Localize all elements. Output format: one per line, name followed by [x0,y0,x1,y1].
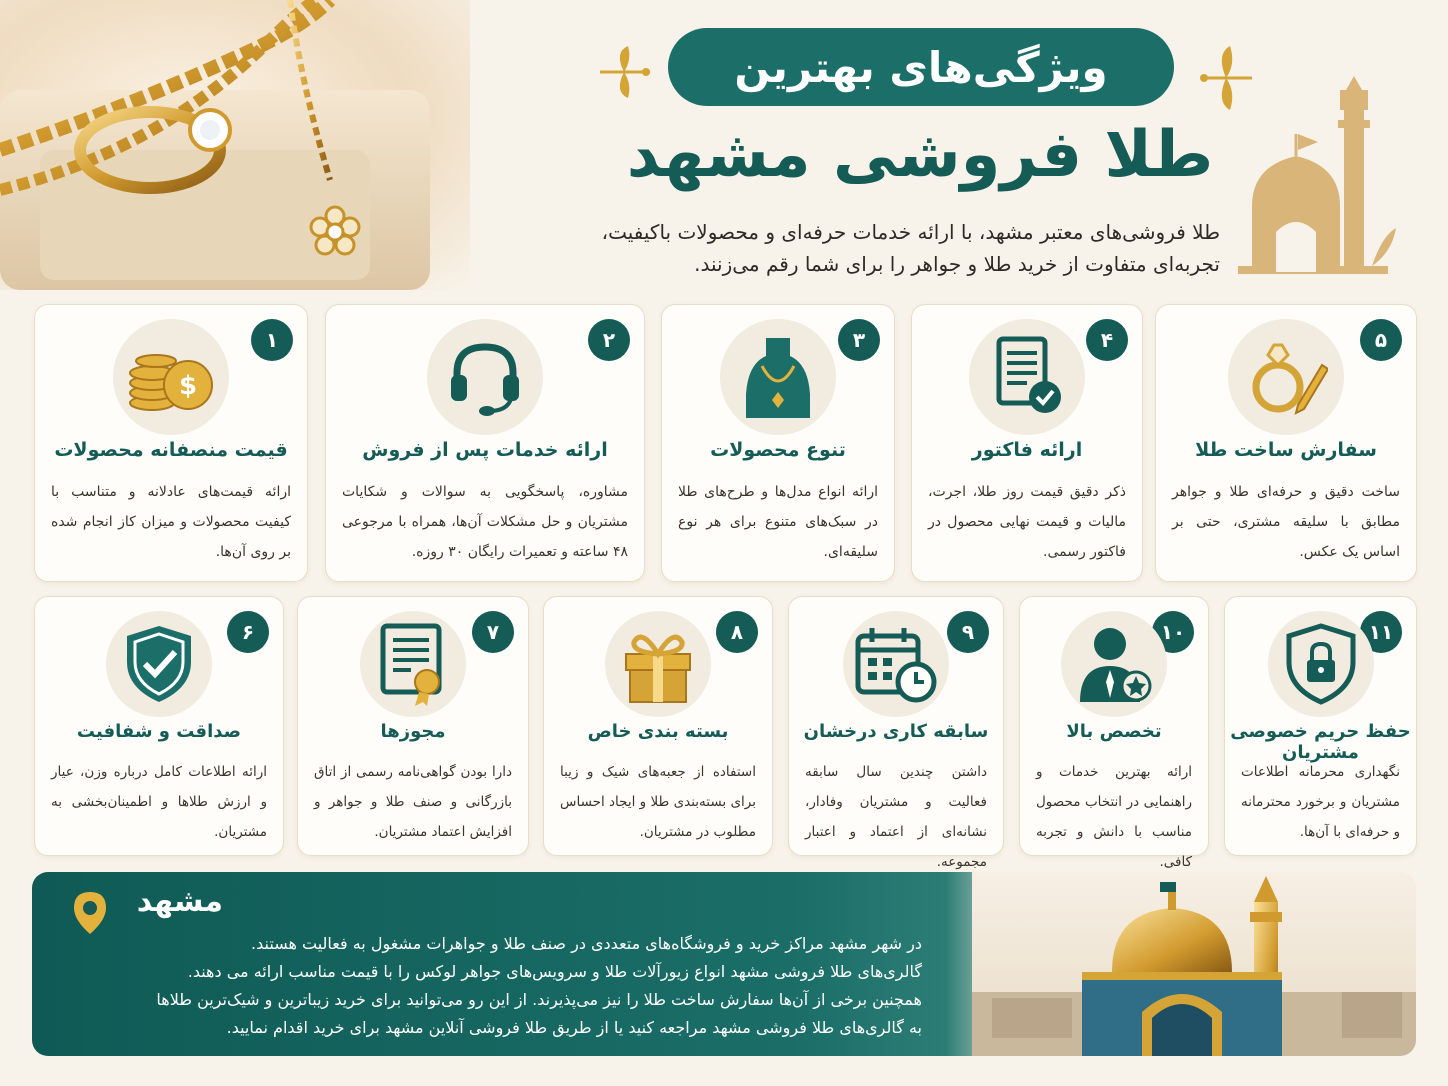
feature-number: ۴ [1086,319,1128,361]
feature-number: ۱ [251,319,293,361]
intro-line-1: طلا فروشی‌های معتبر مشهد، با ارائه خدمات حرفه‌ای و محصولات باکیفیت، [601,220,1220,244]
certificate-icon [375,622,451,706]
shrine-photo [932,872,1416,1056]
feature-icon-wrap [720,319,836,435]
headset-icon [445,337,525,417]
feature-description: ارائه بهترین خدمات و راهنمایی در انتخاب محصول مناسب با دانش و تجربه کافی. [1036,764,1192,870]
necklace-bust-icon [738,334,818,420]
feature-description: ارائه قیمت‌های عادلانه و متناسب با کیفیت محصولات و میزان کاز انجام شده بر روی آن‌ها. [51,484,291,560]
ring-necklace-illustration [0,0,470,290]
feature-card-2 [325,304,645,582]
feature-icon-wrap [360,611,466,717]
feature-icon-wrap [106,611,212,717]
feature-card-5 [1155,304,1417,582]
shrine-silhouette-icon [1232,76,1402,276]
feature-description: استفاده از جعبه‌های شیک و زیبا برای بسته‌بندی طلا و ایجاد احساس مطلوب در مشتریان. [560,764,756,840]
feature-number: ۳ [838,319,880,361]
feature-card-11 [1224,596,1417,856]
footer-line-1: در شهر مشهد مراکز خرید و فروشگاه‌های متعددی در صنف طلا و جواهرات مشغول به فعالیت هستند. [251,934,922,953]
feature-card-7 [297,596,529,856]
expert-user-icon [1076,624,1152,704]
feature-card-1 [34,304,308,582]
feature-description: نگهداری محرمانه اطلاعات مشتریان و برخورد محترمانه و حرفه‌ای با آن‌ها. [1241,764,1400,840]
feature-number: ۸ [716,611,758,653]
feature-title: قیمت منصفانه محصولات [54,439,288,461]
feature-number: ۱۱ [1360,611,1402,653]
title-line1: ویژگی‌های بهترین [734,42,1108,92]
mashhad-info-banner [32,872,1416,1056]
feature-title: حفظ حریم خصوصی مشتریان [1230,721,1411,763]
feature-description: ساخت دقیق و حرفه‌ای طلا و جواهر مطابق با سلیقه مشتری، حتی بر اساس یک عکس. [1172,484,1400,560]
feature-title: ارائه فاکتور [971,439,1083,461]
feature-icon-wrap [427,319,543,435]
hero-jewelry-photo [0,0,470,290]
feature-icon-wrap [969,319,1085,435]
feature-number: ۲ [588,319,630,361]
feature-description: ذکر دقیق قیمت روز طلا، اجرت، مالیات و قیمت نهایی محصول در فاکتور رسمی. [928,484,1126,560]
svg-text:$: $ [178,371,198,401]
shield-lock-icon [1283,622,1359,706]
feature-title: صداقت و شفافیت [76,721,242,742]
feature-card-8 [543,596,773,856]
footer-line-4: به گالری‌های طلا فروشی مشهد مراجعه کنید یا از طریق طلا فروشی آنلاین مشهد برای خرید اقدام نمایید. [226,1018,922,1037]
invoice-check-icon [987,335,1067,419]
feature-description: ارائه اطلاعات کامل درباره وزن، عیار و ارزش طلاها و اطمینان‌بخشی به مشتریان. [51,764,267,840]
feature-number: ۱۰ [1152,611,1194,653]
gift-box-icon [618,622,698,706]
feature-icon-wrap [605,611,711,717]
feature-number: ۶ [227,611,269,653]
feature-description: داشتن چندین سال سابقه فعالیت و مشتریان وفادار، نشانه‌ای از اعتماد و اعتبار مجموعه. [805,764,987,870]
feature-description: دارا بودن گواهی‌نامه رسمی از اتاق بازرگانی و صنف طلا و جواهر و افزایش اعتماد مشتریان. [314,764,512,840]
feature-card-6 [34,596,284,856]
calendar-clock-icon [854,624,938,704]
feature-title: مجوزها [380,721,446,742]
feature-number: ۷ [472,611,514,653]
feature-description: مشاوره، پاسخگویی به سوالات و شکایات مشتریان و حل مشکلات آن‌ها، همراه با مرجوعی ۴۸ ساعته و تعمیرات رایگان ۳۰ روزه. [342,484,628,560]
feature-icon-wrap [113,319,229,435]
left-flourish-icon [594,44,656,100]
ring-pencil-icon [1244,335,1328,419]
feature-icon-wrap [1268,611,1374,717]
intro-text [520,216,1220,280]
shield-check-icon [121,622,197,706]
feature-title: تخصص بالا [1066,721,1162,742]
feature-icon-wrap [843,611,949,717]
feature-title: بسته بندی خاص [587,721,729,742]
title-pill [668,28,1174,106]
intro-line-2: تجربه‌ای متفاوت از خرید طلا و جواهر را برای شما رقم می‌زنند. [694,252,1220,276]
feature-description: ارائه انواع مدل‌ها و طرح‌های طلا در سبک‌های متنوع برای هر نوع سلیقه‌ای. [678,484,878,560]
feature-icon-wrap [1061,611,1167,717]
feature-number: ۵ [1360,319,1402,361]
footer-line-2: گالری‌های طلا فروشی مشهد انواع زیورآلات طلا و سرویس‌های جواهر لوکس را با قیمت مناسب ارائه می دهند. [187,962,922,981]
feature-number: ۹ [947,611,989,653]
feature-card-10 [1019,596,1209,870]
location-pin-icon [72,890,108,936]
feature-card-3 [661,304,895,582]
feature-title: سفارش ساخت طلا [1195,439,1377,461]
feature-title: سابقه کاری درخشان [803,721,989,742]
footer-title: مشهد [136,884,223,919]
feature-title: تنوع محصولات [710,439,846,461]
feature-card-4 [911,304,1143,582]
feature-title: ارائه خدمات پس از فروش [362,439,608,461]
footer-line-3: همچنین برخی از آن‌ها سفارش ساخت طلا را نیز می‌پذیرند. از این رو می‌توانید برای خرید زیباترین و شیک‌ترین طلاها [156,990,922,1009]
feature-icon-wrap [1228,319,1344,435]
page-title: طلا فروشی مشهد [626,118,1214,192]
footer-description [152,930,922,1042]
coins-dollar-icon [126,337,216,417]
feature-card-9 [788,596,1004,870]
